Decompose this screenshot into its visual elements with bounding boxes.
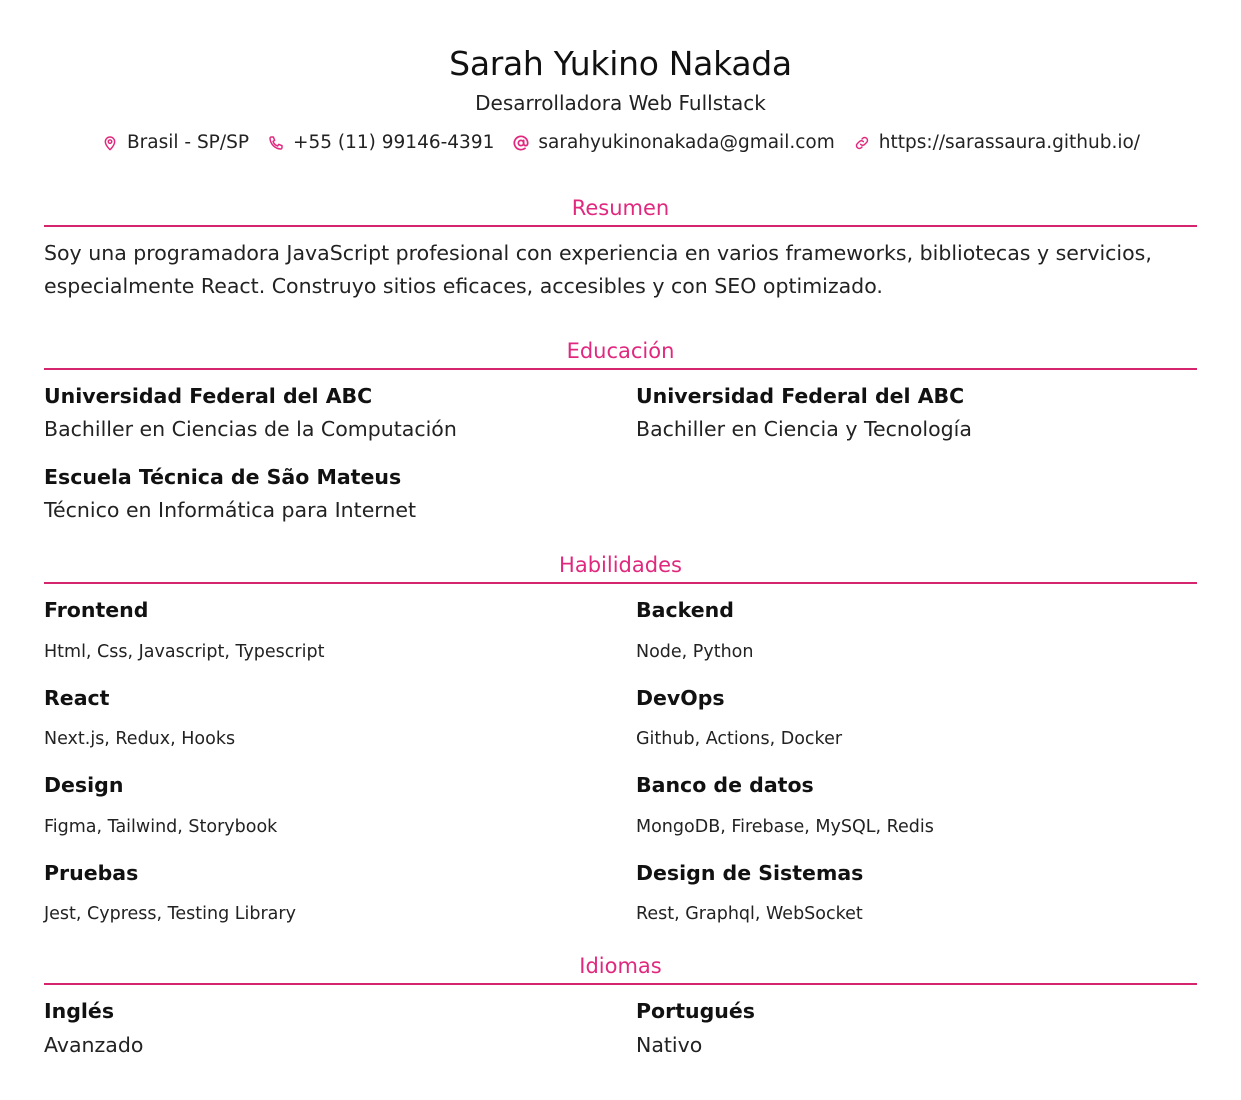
education-degree: Bachiller en Ciencias de la Computación [44,417,457,441]
section-title-summary: Resumen [571,196,670,220]
skill-list: MongoDB, Firebase, MySQL, Redis [636,817,934,837]
skill-list: Rest, Graphql, WebSocket [636,904,863,924]
skill-category: Backend [636,598,734,622]
skill-category: Pruebas [44,861,139,885]
education-school: Universidad Federal del ABC [44,384,373,408]
skill-list: Html, Css, Javascript, Typescript [44,642,325,662]
person-name: Sarah Yukino Nakada [449,44,792,83]
job-title: Desarrolladora Web Fullstack [475,91,766,115]
education-degree: Técnico en Informática para Internet [44,498,417,522]
contact-website[interactable] [853,130,1140,156]
skill-category: Banco de datos [636,773,814,797]
language-name: Inglés [44,999,115,1023]
summary-text: Soy una programadora JavaScript profesional con experiencia en varios frameworks, bibliotecas y servicios, especialmente React. Construyo sitios eficaces, accesibles y con SEO optimizado. [44,241,1152,298]
skill-category: DevOps [636,686,725,710]
skill-list: Figma, Tailwind, Storybook [44,817,278,837]
section-title-languages: Idiomas [579,954,662,978]
education-school: Escuela Técnica de São Mateus [44,465,402,489]
skill-list: Github, Actions, Docker [636,729,843,749]
website-link[interactable]: https://sarassaura.github.io/ [878,132,1141,153]
contact-location [101,130,249,156]
skill-category: Design [44,773,124,797]
education-school: Universidad Federal del ABC [636,384,965,408]
skill-list: Next.js, Redux, Hooks [44,729,236,749]
contact-phone [267,130,494,156]
section-divider [44,582,1197,584]
email-link[interactable]: sarahyukinonakada@gmail.com [538,132,835,153]
skill-category: Frontend [44,598,149,622]
section-divider [44,225,1197,227]
section-title-education: Educación [566,339,675,363]
location-icon [101,134,119,152]
link-icon [853,134,871,152]
skill-category: Design de Sistemas [636,861,864,885]
education-degree: Bachiller en Ciencia y Tecnología [636,417,972,441]
section-divider [44,368,1197,370]
contact-list [0,130,1241,156]
language-level: Avanzado [44,1033,144,1057]
section-divider [44,983,1197,985]
language-name: Portugués [636,999,755,1023]
phone-icon [267,134,285,152]
at-icon [512,134,530,152]
phone-text: +55 (11) 99146-4391 [292,132,495,153]
contact-email[interactable] [512,130,834,156]
language-level: Nativo [636,1033,703,1057]
section-title-skills: Habilidades [559,553,682,577]
skill-list: Node, Python [636,642,754,662]
skill-category: React [44,686,110,710]
skill-list: Jest, Cypress, Testing Library [44,904,296,924]
location-text: Brasil - SP/SP [126,132,249,153]
